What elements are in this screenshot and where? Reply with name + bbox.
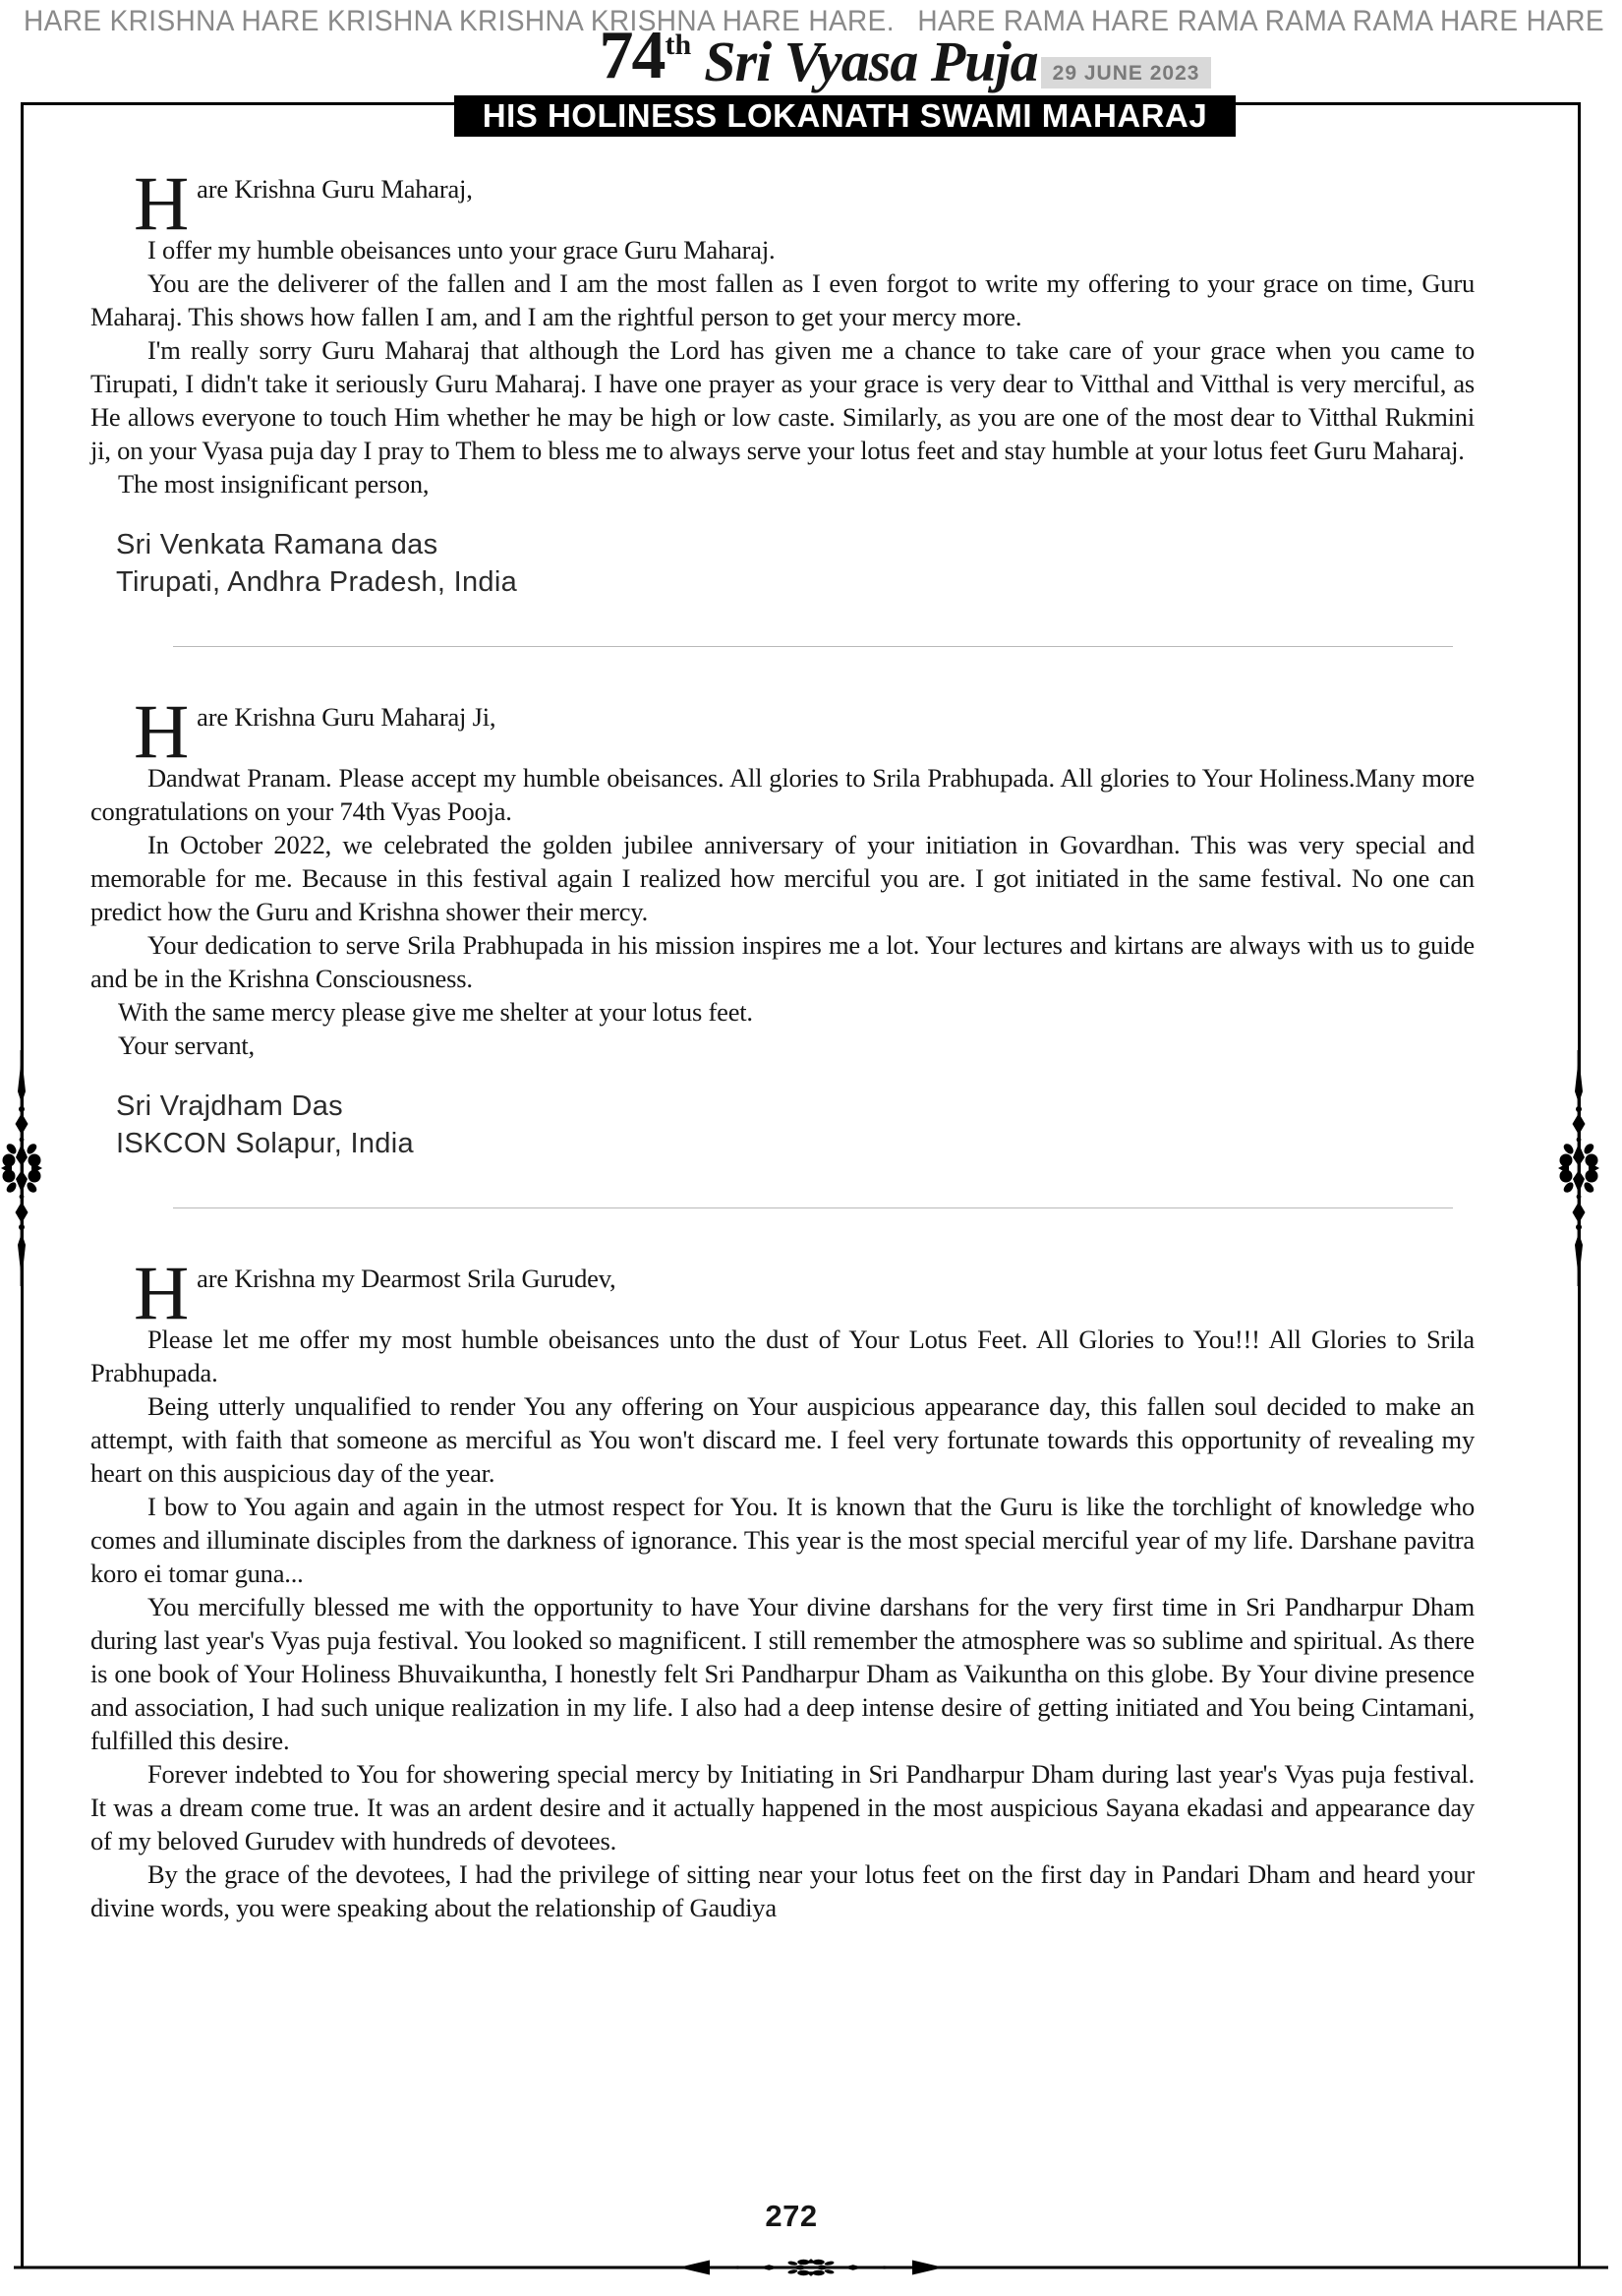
salutation-text: are Krishna Guru Maharaj, <box>197 174 473 204</box>
signature-place: Tirupati, Andhra Pradesh, India <box>116 566 518 598</box>
letter-salutation <box>90 160 1475 246</box>
letter-salutation <box>90 688 1475 774</box>
dropcap-letter: H <box>134 688 190 774</box>
letter-divider <box>173 646 1453 647</box>
letter-paragraph: You mercifully blessed me with the opportunity to have Your divine darshans for the very first time in Sri Pandharpur Dham during last year's Vyas puja festival. You looked so magnificent. I still remember the atmosphere was so sublime and spiritual. As there is one book of Your Holiness Bhuvaikuntha, I honestly felt Sri Pandharpur Dham as Vaikuntha on this globe. By Your divine presence and association, I had such unique realization in my life. I also had a deep intense desire of getting initiated and You being Cintamani, fulfilled this desire. <box>90 1592 1475 1755</box>
fleuron-ornament-right-icon <box>1557 1050 1600 1286</box>
letter-paragraph: Dandwat Pranam. Please accept my humble obeisances. All glories to Srila Prabhupada. All glories to Your Holiness.Many more congratulations on your 74th Vyas Pooja. <box>90 763 1475 826</box>
signature-block <box>90 1088 1475 1162</box>
offerings-content <box>90 160 1475 1924</box>
letter-paragraph: By the grace of the devotees, I had the privilege of sitting near your lotus feet on the first day in Pandari Dham and heard your divine words, you were speaking about the relationship of Gaudiya <box>90 1859 1475 1922</box>
offering-letter-2 <box>90 688 1475 1162</box>
title-name: Sri Vyasa Puja <box>704 29 1038 94</box>
letter-closing-line: With the same mercy please give me shelter at your lotus feet. <box>118 997 753 1027</box>
letter-closing-line: The most insignificant person, <box>118 469 430 499</box>
dropcap-letter: H <box>134 160 190 246</box>
letter-paragraph: I offer my humble obeisances unto your grace Guru Maharaj. <box>147 235 776 265</box>
letter-closing-line: Your servant, <box>118 1030 255 1060</box>
dropcap-letter: H <box>134 1250 190 1335</box>
letter-salutation <box>90 1250 1475 1335</box>
offering-letter-3 <box>90 1250 1475 1924</box>
fleuron-ornament-left-icon <box>0 1050 43 1286</box>
letter-divider <box>173 1207 1453 1208</box>
letter-paragraph: Being utterly unqualified to render You any offering on Your auspicious appearance day, this fallen soul decided to make an attempt, with faith that someone as merciful as You won't discard me. I feel very fortunate towards this opportunity of revealing my heart on this auspicious day of the year. <box>90 1391 1475 1488</box>
mantra-left: HARE KRISHNA HARE KRISHNA KRISHNA KRISHNA HARE HARE. <box>24 5 895 37</box>
signature-name: Sri Venkata Ramana das <box>116 529 438 560</box>
letter-paragraph: Forever indebted to You for showering special mercy by Initiating in Sri Pandharpur Dham during last year's Vyas puja festival. It was a dream come true. It was an ardent desire and it actually happened in the most auspicious Sayana ekadasi and appearance day of my beloved Gurudev with hundreds of devotees. <box>90 1759 1475 1855</box>
signature-block <box>90 526 1475 601</box>
guru-name-banner: HIS HOLINESS LOKANATH SWAMI MAHARAJ <box>454 95 1236 137</box>
letter-paragraph: Your dedication to serve Srila Prabhupada in his mission inspires me a lot. Your lectures and kirtans are always with us to guide and be in the Krishna Consciousness. <box>90 930 1475 993</box>
title-ordinal: th <box>665 28 692 61</box>
letter-paragraph: I'm really sorry Guru Maharaj that although the Lord has given me a chance to take care of your grace when you came to Tirupati, I didn't take it seriously Guru Maharaj. I have one prayer as your grace is very dear to Vitthal and Vitthal is very merciful, as He allows everyone to touch Him whether he may be high or low caste. Similarly, as you are one of the most dear to Vitthal Rukmini ji, on your Vyasa puja day I pray to Them to bless me to always serve your lotus feet and stay humble at your lotus feet Guru Maharaj. <box>90 335 1475 465</box>
letter-paragraph: I bow to You again and again in the utmost respect for You. It is known that the Guru is like the torchlight of knowledge who comes and illuminate disciples from the darkness of ignorance. This year is the most special merciful year of my life. Darshane pavitra koro ei tomar guna... <box>90 1492 1475 1588</box>
page-number: 272 <box>765 2199 818 2233</box>
letter-paragraph: Please let me offer my most humble obeisances unto the dust of Your Lotus Feet. All Glories to You!!! All Glories to Srila Prabhupada. <box>90 1325 1475 1387</box>
signature-name: Sri Vrajdham Das <box>116 1090 343 1122</box>
letter-paragraph: You are the deliverer of the fallen and I am the most fallen as I even forgot to write my offering to your grace on time, Guru Maharaj. This shows how fallen I am, and I am the rightful person to get your mercy more. <box>90 268 1475 331</box>
salutation-text: are Krishna my Dearmost Srila Gurudev, <box>197 1264 616 1293</box>
letter-paragraph: In October 2022, we celebrated the golden jubilee anniversary of your initiation in Govardhan. This was very special and memorable for me. Because in this festival again I realized how merciful you are. I got initiated in the same festival. No one can predict how the Guru and Krishna shower their mercy. <box>90 830 1475 926</box>
bottom-rule-ornament <box>0 2240 1622 2296</box>
date-badge: 29 JUNE 2023 <box>1041 57 1212 88</box>
salutation-text: are Krishna Guru Maharaj Ji, <box>197 702 496 732</box>
mantra-right: HARE RAMA HARE RAMA RAMA RAMA HARE HARE <box>917 5 1604 37</box>
signature-place: ISKCON Solapur, India <box>116 1128 414 1159</box>
offering-letter-1 <box>90 160 1475 601</box>
title-number: 74 <box>599 18 665 93</box>
